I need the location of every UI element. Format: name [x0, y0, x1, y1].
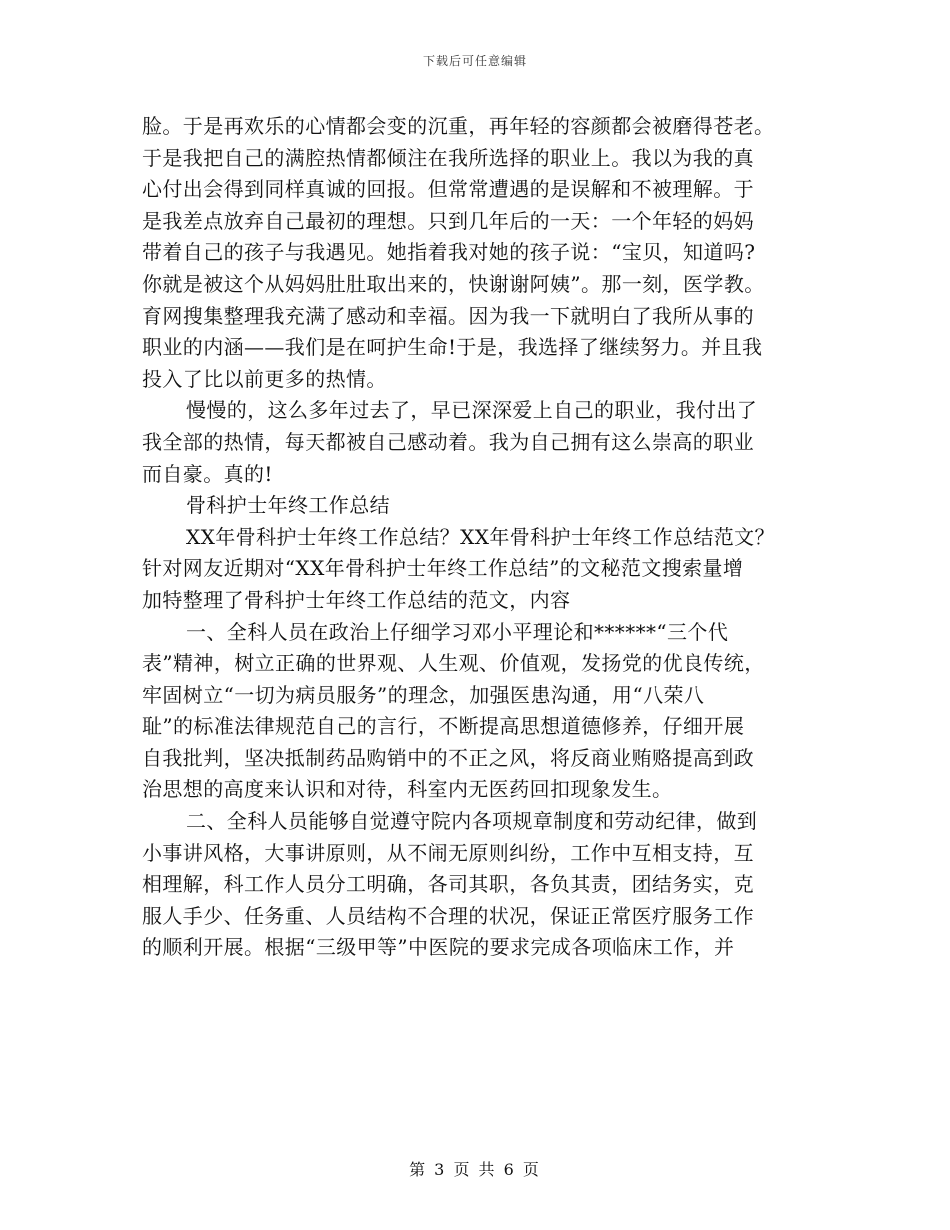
paragraph-first-line: 慢慢的，这么多年过去了，早已深深爱上自己的职业，我付出了 — [186, 398, 758, 423]
text-line: 自我批判，坚决抵制药品购销中的不正之风，将反商业贿赂提高到政 — [142, 745, 754, 770]
paragraph-first-line: 二、全科人员能够自觉遵守院内各项规章制度和劳动纪律，做到 — [186, 809, 758, 834]
document-body — [142, 111, 810, 964]
text-line: 加特整理了骨科护士年终工作总结的范文，内容 — [142, 587, 571, 612]
text-line: 于是我把自己的满腔热情都倾注在我所选择的职业上。我以为我的真 — [142, 145, 754, 170]
text-line: 针对网友近期对“XX年骨科护士年终工作总结”的文秘范文搜索量增 — [142, 556, 744, 581]
section-title: 骨科护士年终工作总结 — [186, 493, 390, 518]
paragraph-first-line: XX年骨科护士年终工作总结？XX年骨科护士年终工作总结范文？ — [186, 524, 775, 549]
text-line: 小事讲风格，大事讲原则，从不闹无原则纠纷，工作中互相支持，互 — [142, 840, 754, 865]
text-line: 治思想的高度来认识和对待，科室内无医药回扣现象发生。 — [142, 777, 673, 802]
text-line: 带着自己的孩子与我遇见。她指着我对她的孩子说：“宝贝，知道吗? — [142, 240, 756, 265]
text-line: 我全部的热情，每天都被自己感动着。我为自己拥有这么崇高的职业 — [142, 429, 754, 454]
text-line: 相理解，科工作人员分工明确，各司其职，各负其责，团结务实，克 — [142, 872, 754, 897]
text-line: 是我差点放弃自己最初的理想。只到几年后的一天：一个年轻的妈妈 — [142, 208, 754, 233]
text-line: 而自豪。真的! — [142, 461, 273, 486]
paragraph-first-line: 一、全科人员在政治上仔细学习邓小平理论和******“三个代 — [186, 619, 729, 644]
text-line: 职业的内涵——我们是在呵护生命!于是，我选择了继续努力。并且我 — [142, 335, 763, 360]
text-line: 投入了比以前更多的热情。 — [142, 366, 387, 391]
text-line: 育网搜集整理我充满了感动和幸福。因为我一下就明白了我所从事的 — [142, 303, 754, 328]
text-line: 服人手少、任务重、人员结构不合理的状况，保证正常医疗服务工作 — [142, 903, 754, 928]
text-line: 心付出会得到同样真诚的回报。但常常遭遇的是误解和不被理解。于 — [142, 177, 754, 202]
text-line: 的顺利开展。根据“三级甲等”中医院的要求完成各项临床工作，并 — [142, 935, 735, 960]
text-line: 耻”的标准法律规范自己的言行，不断提高思想道德修养，仔细开展 — [142, 714, 745, 739]
text-line: 表”精神，树立正确的世界观、人生观、价值观，发扬党的优良传统， — [142, 651, 765, 676]
text-line: 牢固树立“一切为病员服务”的理念，加强医患沟通，用“八荣八 — [142, 682, 705, 707]
page-number-footer: 第 3 页 共 6 页 — [409, 1160, 541, 1179]
page-header: 下载后可任意编辑 — [422, 54, 527, 68]
text-line: 脸。于是再欢乐的心情都会变的沉重，再年轻的容颜都会被磨得苍老。 — [142, 114, 775, 138]
text-line: 你就是被这个从妈妈肚肚取出来的，快谢谢阿姨”。那一刻，医学教。 — [142, 271, 765, 296]
